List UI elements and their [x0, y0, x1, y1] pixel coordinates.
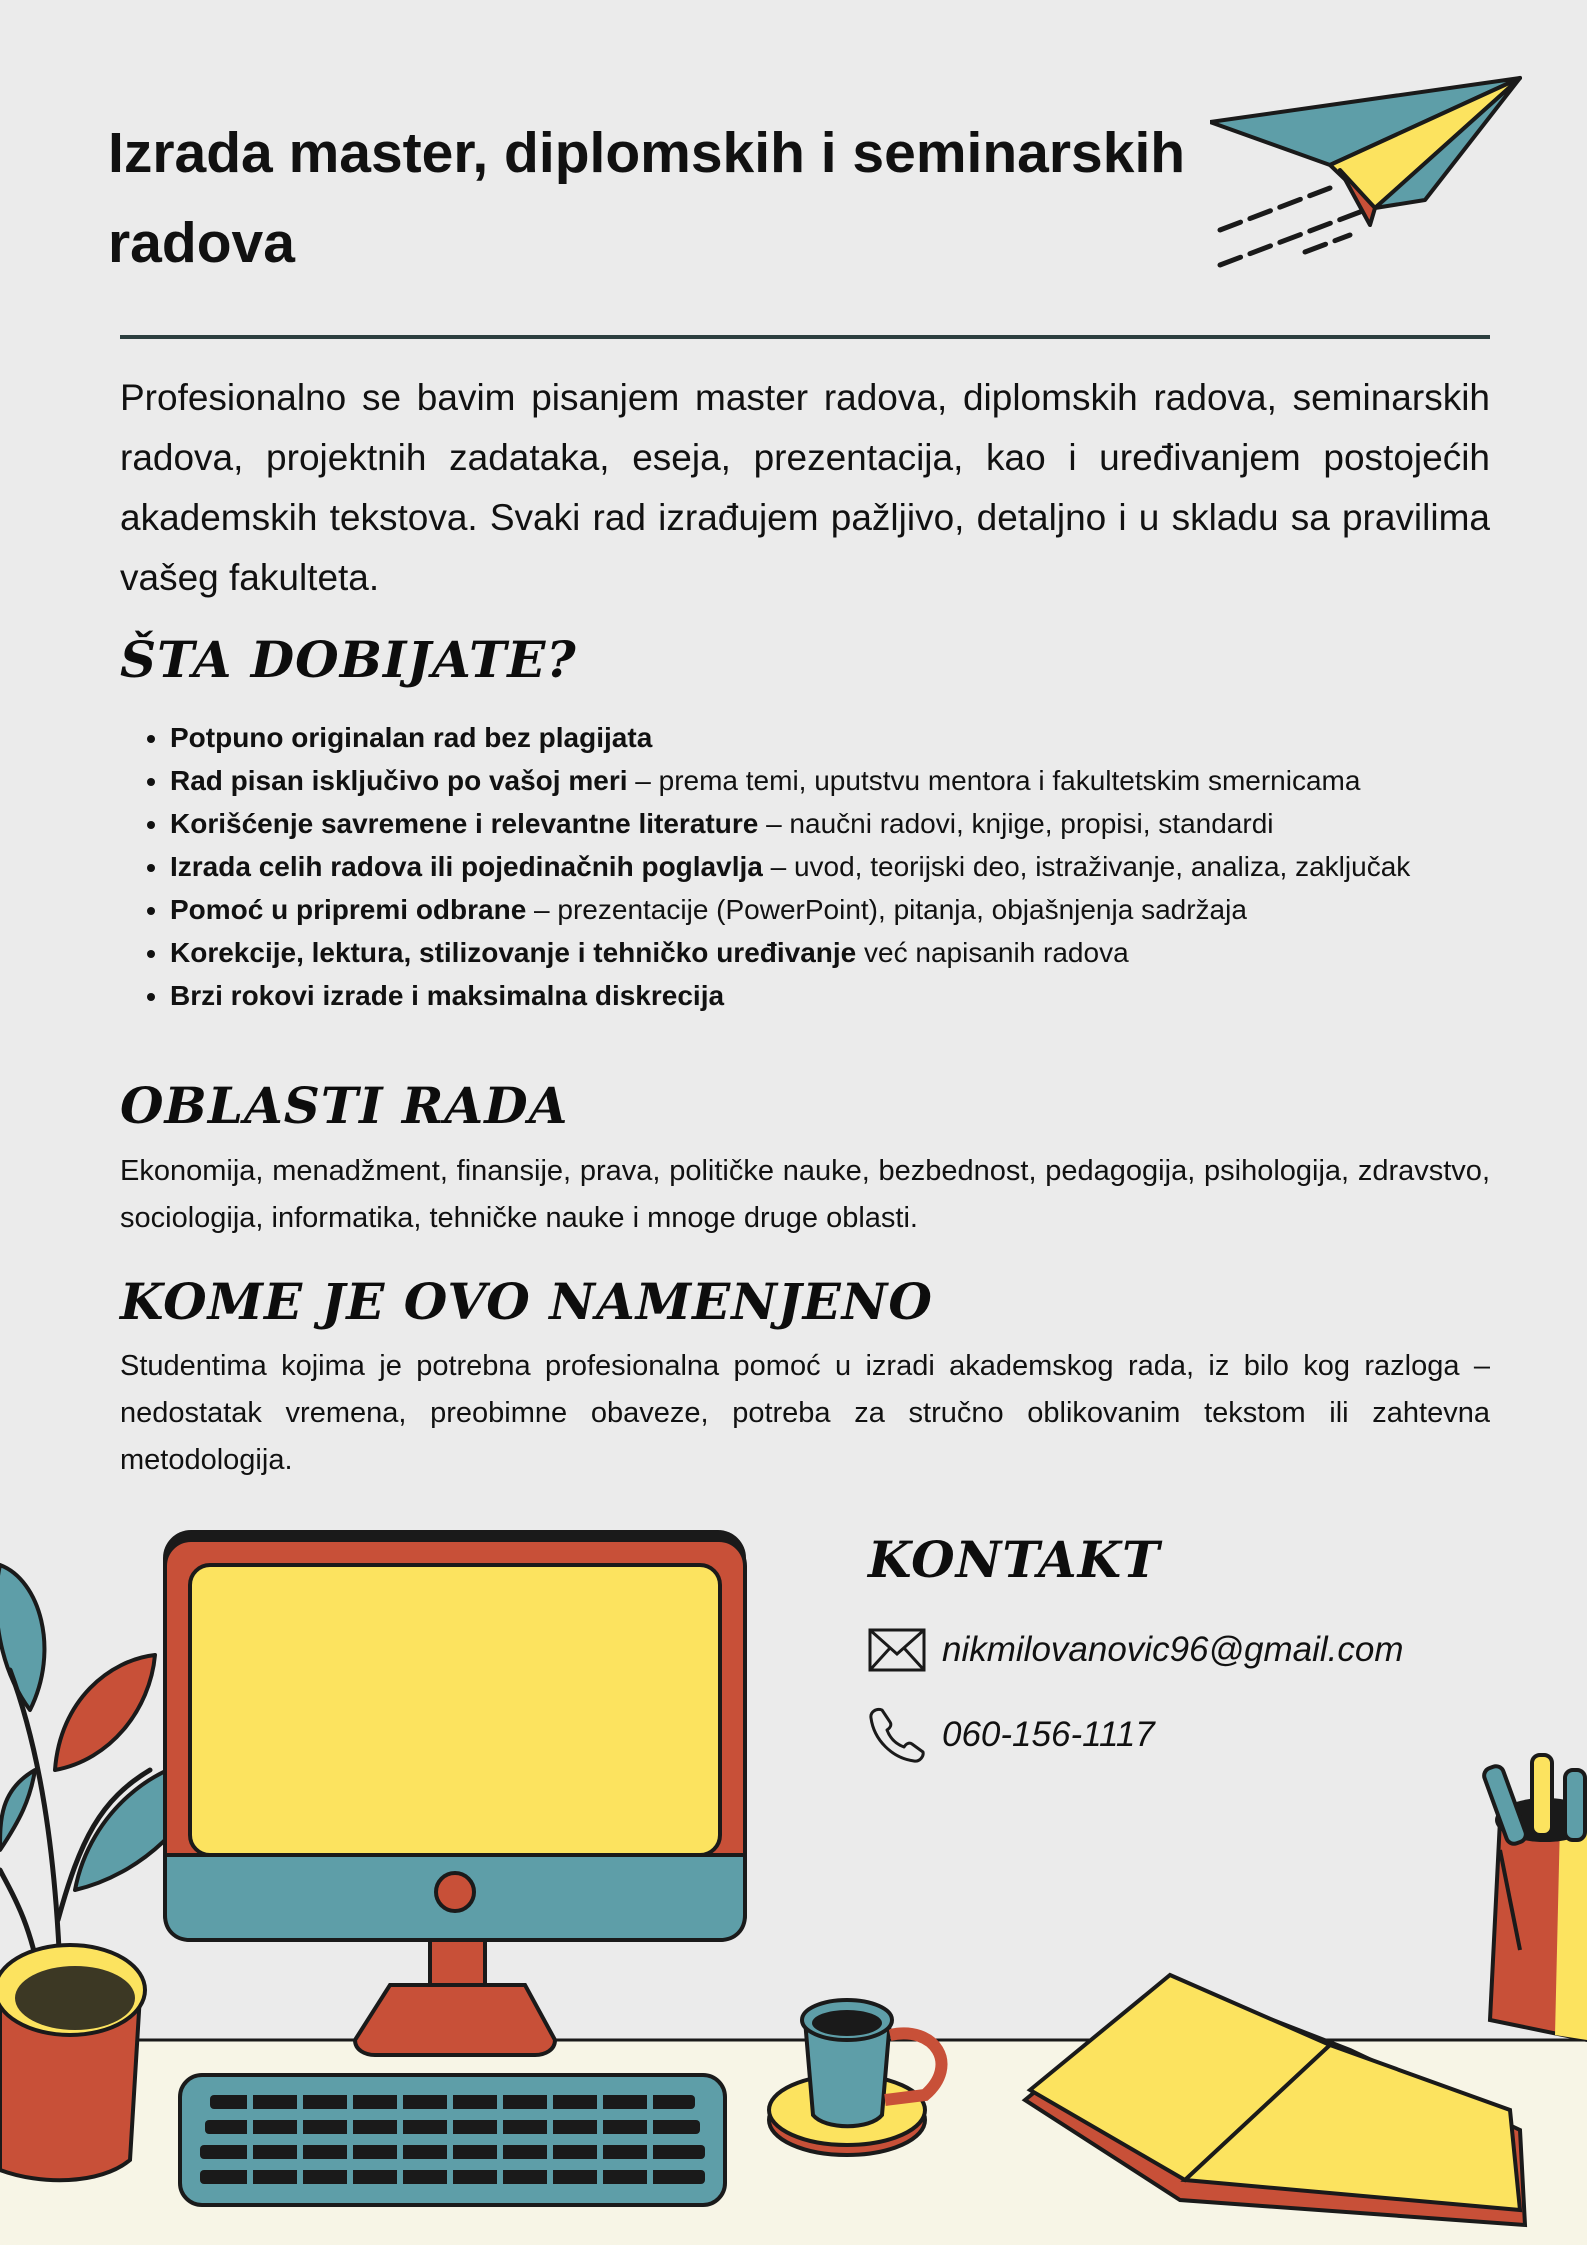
benefit-title: Izrada celih radova ili pojedinačnih poglavlja	[170, 851, 763, 882]
benefit-detail: – prezentacije (PowerPoint), pitanja, objašnjenja sadržaja	[526, 894, 1247, 925]
audience-heading: KOME JE OVO NAMENJENO	[120, 1272, 933, 1331]
contact-phone-row[interactable]	[868, 1706, 1155, 1764]
contact-email[interactable]: nikmilovanovic96@gmail.com	[942, 1630, 1404, 1669]
benefit-detail: već napisanih radova	[856, 937, 1129, 968]
contact-email-row[interactable]	[868, 1628, 1404, 1672]
audience-paragraph: Studentima kojima je potrebna profesionalna pomoć u izradi akademskog rada, iz bilo kog razloga – nedostatak vremena, preobimne obaveze, potreba za stručno oblikovanim tekstom ili zahtevna metodologija.	[120, 1350, 1490, 1476]
benefit-title: Korekcije, lektura, stilizovanje i tehničko uređivanje	[170, 937, 857, 968]
benefit-detail: – naučni radovi, knjige, propisi, standardi	[758, 808, 1274, 839]
benefit-item	[170, 974, 1510, 1017]
benefits-heading: ŠTA DOBIJATE?	[120, 630, 577, 689]
header-divider	[120, 335, 1490, 339]
intro-paragraph: Profesionalno se bavim pisanjem master radova, diplomskih radova, seminarskih radova, projektnih zadataka, eseja, prezentacija, kao i uređivanjem postojećih akademskih tekstova. Svaki rad izrađujem pažljivo, detaljno i u skladu sa pravilima vašeg fakulteta.	[120, 377, 1490, 598]
benefit-title: Pomoć u pripremi odbrane	[170, 894, 527, 925]
benefit-detail: – prema temi, uputstvu mentora i fakultetskim smernicama	[627, 765, 1361, 796]
benefit-detail: – uvod, teorijski deo, istraživanje, analiza, zaključak	[762, 851, 1411, 882]
envelope-icon	[868, 1628, 926, 1672]
benefit-item	[170, 845, 1510, 888]
benefits-list	[130, 716, 1510, 1017]
title-line-2: radova	[108, 211, 295, 275]
contact-phone[interactable]: 060-156-1117	[942, 1715, 1155, 1754]
benefit-title: Rad pisan isključivo po vašoj meri	[170, 765, 628, 796]
contact-heading: KONTAKT	[868, 1530, 1161, 1589]
areas-heading: OBLASTI RADA	[120, 1076, 569, 1135]
areas-paragraph: Ekonomija, menadžment, finansije, prava, političke nauke, bezbednost, pedagogija, psihologija, zdravstvo, sociologija, informatika, tehničke nauke i mnoge druge oblasti.	[120, 1155, 1490, 1234]
page-title	[108, 108, 1288, 288]
benefit-item	[170, 802, 1510, 845]
benefit-title: Korišćenje savremene i relevantne literature	[170, 808, 759, 839]
benefit-title: Brzi rokovi izrade i maksimalna diskrecija	[170, 980, 725, 1011]
benefit-item	[170, 759, 1510, 802]
title-line-1: Izrada master, diplomskih i seminarskih	[108, 121, 1186, 185]
benefit-title: Potpuno originalan rad bez plagijata	[170, 722, 653, 753]
benefit-item	[170, 888, 1510, 931]
benefit-item	[170, 716, 1510, 759]
benefit-item	[170, 931, 1510, 974]
phone-icon	[868, 1706, 926, 1764]
